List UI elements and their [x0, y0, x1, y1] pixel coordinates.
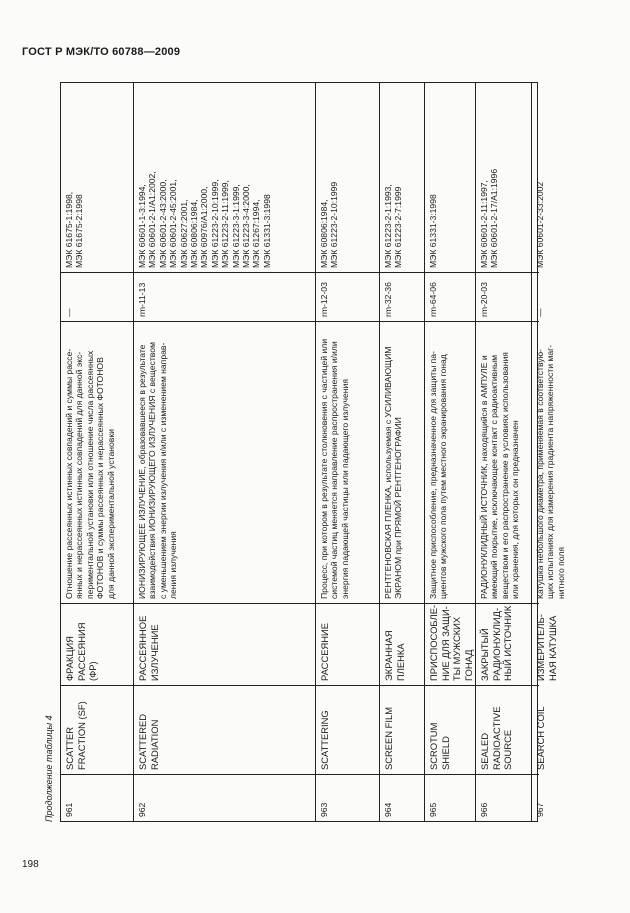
cell-text: 962	[137, 802, 147, 817]
cell-text-line: Катушка небольшого диаметра, применяемая в соответствую-	[535, 349, 545, 599]
cell-text-line: РАДИОНУКЛИДНЫЙ ИСТОЧНИК, находящийся в АМПУЛЕ и	[479, 355, 489, 599]
cell-text-line: МЭК 60601-2-45:2001,	[168, 179, 179, 268]
cell-text-line: системой частиц меняется направление распространения и/или	[329, 341, 340, 599]
table-cell-russian-term	[532, 604, 558, 686]
table-row	[475, 83, 531, 821]
table-cell-code	[425, 273, 475, 322]
cell-text-line: SOURCE	[502, 729, 514, 770]
cell-text-line: МЭК 60601-1-3:1994,	[137, 184, 147, 268]
cell-text-line: МЭК 60806:1984,	[319, 199, 329, 268]
cell-text-line: МЭК 61223-2-10:1999,	[209, 179, 220, 268]
cell-text-line: ПЛЕНКА	[394, 643, 406, 681]
table-cell-code	[316, 273, 379, 322]
cell-text-line: МЭК 61223-2-7:1999	[393, 186, 404, 268]
cell-text: 965	[428, 802, 438, 817]
cell-text-line: МЭК 60627:2001,	[178, 199, 189, 268]
cell-text-line: РАССЕЯНИЯ	[75, 622, 87, 681]
table-cell-definition	[134, 322, 315, 604]
terms-table	[60, 82, 566, 822]
table-cell-english-term	[425, 686, 475, 775]
cell-text-line: ИОНИЗИРУЮЩЕЕ ИЗЛУЧЕНИЕ, образовавшееся в результате	[137, 344, 147, 599]
cell-text-line: нитного поля	[555, 546, 566, 599]
table-cell-number	[425, 775, 475, 821]
table-cell-number	[61, 775, 133, 821]
cell-text-line: ТЫ МУЖСКИХ	[451, 616, 463, 681]
cell-text-line: МЭК 61331-3:1998	[261, 194, 272, 268]
table-cell-references	[425, 81, 475, 273]
cell-text: —	[535, 308, 545, 317]
cell-text-line: энергия падающей частицы или падающего излучения	[339, 378, 350, 599]
cell-text-line: МЭК 60601-2-11:1997,	[479, 180, 489, 268]
cell-text-line: или хранения, для которых он предназначен	[510, 420, 521, 599]
cell-text-line: SCATTERED	[137, 713, 148, 770]
table-row	[315, 83, 379, 821]
cell-text-line: МЭК 60601-2-33:2002	[535, 181, 545, 268]
cell-text-line: МЭК 61331-3:1998	[428, 194, 438, 268]
cell-text-line: ления излучения	[168, 531, 179, 599]
cell-text-line: SCREEN FILM	[383, 706, 394, 770]
cell-text-line: ФОТОНОВ и суммы рассеянных и нерассеянных ФОТОНОВ	[95, 357, 106, 599]
cell-text-line: РЕНТГЕНОВСКАЯ ПЛЕНКА, используемая с УСИЛИВАЮЩИМ	[383, 346, 393, 599]
cell-text-line: МЭК 61223-2-11:1999,	[220, 180, 231, 268]
cell-text-line: SEALED	[479, 733, 490, 770]
cell-text-line: SHIELD	[439, 736, 451, 770]
table-cell-russian-term	[61, 604, 133, 686]
table-cell-russian-term	[316, 604, 379, 686]
cell-text: rm-64-06	[428, 282, 438, 317]
table-row	[531, 83, 566, 821]
cell-text-line: НИЕ ДЛЯ ЗАЩИ-	[439, 606, 451, 681]
table-caption: Продолжение таблицы 4	[44, 715, 54, 822]
table-cell-code	[380, 273, 424, 322]
cell-text-line: RADIOACTIVE	[490, 706, 502, 770]
cell-text-line: SCROTUM	[428, 722, 439, 770]
table-row	[133, 83, 315, 821]
rotated-table-area	[42, 82, 566, 822]
table-cell-code	[476, 273, 531, 322]
table-cell-english-term	[380, 686, 424, 775]
table-cell-definition	[316, 322, 379, 604]
cell-text: rm-12-03	[319, 282, 329, 317]
table-cell-definition	[425, 322, 475, 604]
cell-text-line: SCATTER	[64, 726, 75, 770]
cell-text-line: МЭК 61223-3-1:1999,	[230, 184, 241, 268]
cell-text-line: веществом и его распространение в условиях использования	[499, 352, 510, 599]
table-cell-definition	[476, 322, 531, 604]
cell-text-line: МЭК 61267:1994,	[251, 199, 262, 268]
cell-text-line: ИЗЛУЧЕНИЕ	[148, 624, 160, 681]
cell-text-line: НЫЙ ИСТОЧНИК	[502, 605, 514, 681]
table-cell-code	[134, 273, 315, 322]
cell-text-line: НАЯ КАТУШКА	[546, 615, 558, 681]
table-cell-definition	[380, 322, 424, 604]
table-cell-russian-term	[476, 604, 531, 686]
cell-text-line: МЭК 60601-2-17/А1:1996	[489, 168, 500, 268]
cell-text-line: МЭК 60601-2-43:2000,	[157, 179, 168, 268]
table-cell-english-term	[476, 686, 531, 775]
cell-text: rm-20-03	[479, 282, 489, 317]
cell-text: 967	[535, 802, 545, 817]
cell-text-line: Защитное приспособление, предназначенное для защиты па-	[428, 351, 438, 599]
cell-text: rm-11-13	[137, 282, 147, 317]
cell-text-line: имеющий покрытие, исключающее контакт с радиоактивным	[489, 354, 500, 599]
table-cell-number	[380, 775, 424, 821]
cell-text-line: ИЗМЕРИТЕЛЬ-	[535, 614, 546, 681]
table-cell-references	[532, 81, 545, 273]
cell-text: 966	[479, 802, 489, 817]
table-cell-russian-term	[425, 604, 475, 686]
cell-text-line: ФРАКЦИЯ	[64, 636, 75, 681]
cell-text-line: (ФР)	[87, 661, 99, 681]
cell-text-line: МЭК 60601-2-1/А1:2002,	[147, 171, 158, 268]
cell-text-line: МЭК 61223-2-10:1999	[329, 181, 340, 268]
cell-text-line: МЭК 60806:1984,	[189, 199, 200, 268]
cell-text-line: RADIATION	[148, 719, 160, 770]
cell-text-line: SCATTERING	[319, 710, 330, 770]
table-cell-references	[134, 81, 315, 273]
cell-text-line: ГОНАД	[462, 649, 474, 681]
table-cell-english-term	[532, 686, 546, 775]
cell-text-line: с уменьшением энергии излучения и/или с изменением направ-	[157, 342, 168, 599]
cell-text: 963	[319, 802, 329, 817]
document-header: ГОСТ Р МЭК/ТО 60788—2009	[22, 46, 181, 58]
table-cell-references	[316, 81, 379, 273]
table-cell-number	[476, 775, 531, 821]
cell-text-line: Отношение рассеянных истинных совпадений и суммы рассе-	[64, 348, 74, 599]
cell-text-line: МЭК 61675-2:1998	[74, 194, 85, 268]
table-cell-english-term	[61, 686, 133, 775]
cell-text-line: МЭК 61223-3-4:2000,	[241, 184, 252, 268]
cell-text-line: циентов мужского пола путем местного экранирования гонад	[438, 354, 449, 599]
cell-text-line: РАССЕЯННОЕ	[137, 615, 148, 681]
cell-text-line: янных и нерассеянных истинных совпадений для данной экс-	[74, 351, 85, 599]
table-cell-references	[380, 81, 424, 273]
table-row	[379, 83, 424, 821]
table-cell-russian-term	[134, 604, 315, 686]
cell-text: 961	[64, 802, 74, 817]
table-cell-english-term	[134, 686, 315, 775]
cell-text-line: РАДИОНУКЛИД-	[490, 607, 502, 681]
cell-text-line: МЭК 61223-2-1:1993,	[383, 184, 393, 268]
table-cell-number	[532, 775, 545, 821]
cell-text-line: ЭКРАННАЯ	[383, 630, 394, 681]
page-number: 198	[22, 859, 39, 870]
table-cell-definition	[532, 322, 566, 604]
cell-text-line: периментальной установки или отношение числа рассеянных	[84, 350, 95, 599]
cell-text-line: взаимодействия ИОНИЗИРУЮЩЕГО ИЗЛУЧЕНИЯ с веществом	[147, 342, 158, 599]
cell-text-line: щих испытаниях для измерения градиента напряженности маг-	[545, 344, 556, 599]
table-cell-number	[316, 775, 379, 821]
cell-text-line: для данной экспериментальной установки	[105, 429, 116, 599]
table-cell-number	[134, 775, 315, 821]
cell-text-line: МЭК 61675-1:1998,	[64, 191, 74, 268]
cell-text: —	[64, 308, 74, 317]
table-cell-definition	[61, 322, 133, 604]
table-cell-code	[61, 273, 133, 322]
cell-text-line: РАССЕЯНИЕ	[319, 623, 330, 681]
cell-text-line: Процесс, при котором в результате столкновения с частицей или	[319, 338, 329, 599]
table-row	[61, 83, 133, 821]
cell-text-line: FRACTION (SF)	[75, 701, 87, 770]
table-cell-code	[532, 273, 545, 322]
table-cell-english-term	[316, 686, 379, 775]
cell-text: 964	[383, 802, 393, 817]
cell-text-line: МЭК 60976/А1:2000,	[199, 186, 210, 268]
table-row	[424, 83, 475, 821]
cell-text-line: ЭКРАНОМ при ПРЯМОЙ РЕНТГЕНОГРАФИИ	[393, 417, 404, 599]
cell-text: rm-32-36	[383, 282, 393, 317]
table-cell-references	[61, 81, 133, 273]
table-cell-russian-term	[380, 604, 424, 686]
cell-text-line: ЗАКРЫТЫЙ	[479, 628, 490, 681]
cell-text-line: ПРИСПОСОБЛЕ-	[428, 604, 439, 681]
cell-text-line: SEARCH COIL	[535, 706, 546, 770]
table-cell-references	[476, 81, 531, 273]
